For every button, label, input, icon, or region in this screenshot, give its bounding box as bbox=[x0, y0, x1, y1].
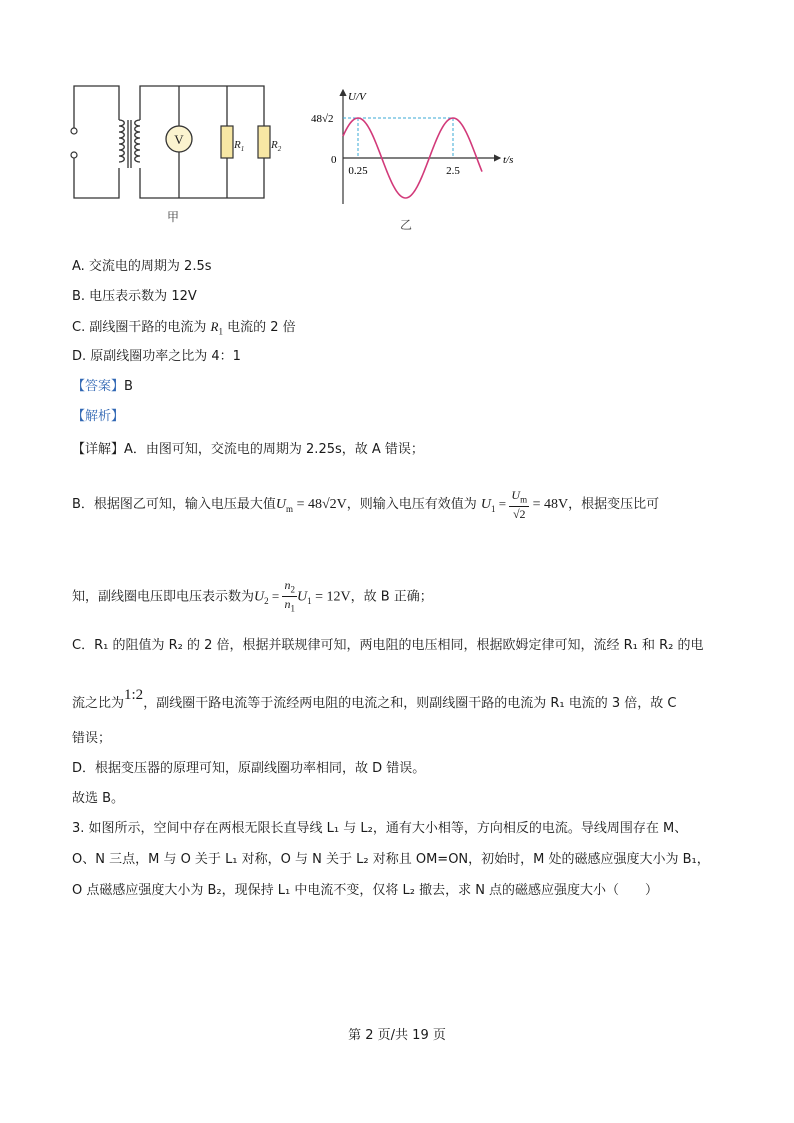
voltmeter bbox=[166, 126, 192, 152]
page-footer: 第 2 页/共 19 页 bbox=[348, 1028, 446, 1043]
u2-symbol: U bbox=[254, 589, 265, 605]
figure-yi-caption: 乙 bbox=[400, 218, 413, 232]
x-tick-label: 0.25 bbox=[348, 165, 368, 177]
n2-sub: 2 bbox=[290, 584, 295, 595]
resistor-r1 bbox=[221, 126, 233, 158]
question3-line2: O、N 三点，M 与 O 关于 L₁ 对称，O 与 N 关于 L₂ 对称且 OM=ON，初始时，M 处的磁感应强度大小为 B₁， bbox=[72, 852, 710, 867]
answer-value: B bbox=[124, 379, 133, 394]
detail-c2-post: ，副线圈干路电流等于流经两电阻的电流之和，则副线圈干路的电流为 R₁ 电流的 3 倍，故 C bbox=[143, 696, 677, 711]
detail-b2-post: ，故 B 正确； bbox=[350, 589, 433, 605]
primary-wire-top bbox=[74, 86, 119, 131]
y-axis-label: U/V bbox=[348, 91, 366, 103]
terminal-top bbox=[71, 128, 77, 134]
r2-sub: 2 bbox=[277, 145, 282, 153]
resistor-r2 bbox=[258, 126, 270, 158]
option-c-sub: 1 bbox=[218, 326, 223, 337]
option-b: B. 电压表示数为 12V bbox=[72, 289, 197, 304]
r2-label: R bbox=[271, 139, 278, 151]
circuit-diagram bbox=[64, 78, 284, 228]
current-ratio: 1:2 bbox=[124, 687, 144, 703]
u1-frac-den: √2 bbox=[512, 507, 526, 522]
y-peak-label: 48√2 bbox=[311, 113, 334, 125]
detail-b1-pre: B．根据图乙可知，输入电压最大值 bbox=[72, 497, 276, 513]
detail-c-line2 bbox=[72, 686, 676, 713]
u1-eq: = bbox=[495, 496, 510, 512]
x-tick-label: 2.5 bbox=[446, 165, 460, 177]
detail-a bbox=[72, 441, 424, 459]
r1-sub: 1 bbox=[240, 145, 245, 153]
answer-label: 【答案】 bbox=[72, 379, 125, 394]
u2-eq: = bbox=[268, 588, 283, 604]
detail-a-text: A．由图可知，交流电的周期为 2.25s，故 A 错误； bbox=[124, 442, 424, 457]
question3-line1: 3. 如图所示，空间中存在两根无限长直导线 L₁ 与 L₂，通有大小相等，方向相反的电流。导线周围存在 M、 bbox=[72, 821, 688, 836]
u1-sub: 1 bbox=[491, 503, 496, 514]
u2-sub: 2 bbox=[264, 595, 269, 606]
voltmeter-label: V bbox=[174, 132, 184, 147]
um-symbol: U bbox=[275, 497, 287, 513]
detail-b-line2 bbox=[72, 578, 433, 616]
question3-line3: O 点磁感应强度大小为 B₂，现保持 L₁ 中电流不变，仅将 L₂ 撤去，求 N 点的磁感应强度大小（ ） bbox=[72, 883, 659, 898]
u2-result: = 12V bbox=[311, 589, 351, 605]
u1-frac-num-sub: m bbox=[520, 494, 528, 505]
detail-c2-pre: 流之比为 bbox=[72, 696, 125, 711]
u1-symbol-b2: U bbox=[296, 589, 308, 605]
r1-label: R bbox=[234, 139, 241, 151]
secondary-coil bbox=[135, 120, 140, 162]
option-c-pre: C. 副线圈干路的电流为 bbox=[72, 320, 211, 335]
option-d: D. 原副线圈功率之比为 4：1 bbox=[72, 349, 241, 364]
n2-symbol: n bbox=[284, 578, 291, 592]
option-c-var: R bbox=[210, 319, 219, 334]
primary-coil bbox=[119, 120, 124, 162]
detail-b-line1 bbox=[72, 488, 659, 521]
primary-wire-bottom bbox=[74, 155, 119, 198]
u1-sub-b2: 1 bbox=[307, 595, 312, 606]
x-axis-label: t/s bbox=[503, 154, 514, 166]
detail-c-line1: C．R₁ 的阻值为 R₂ 的 2 倍，根据并联规律可知，两电阻的电压相同，根据欧姆定律可知，流经 R₁ 和 R₂ 的电 bbox=[72, 638, 704, 653]
u1-frac-num: U bbox=[511, 488, 521, 502]
figure-jia-caption: 甲 bbox=[167, 210, 180, 224]
um-value: = 48√2V bbox=[293, 497, 347, 513]
turns-ratio-fraction bbox=[282, 578, 297, 616]
option-c bbox=[72, 318, 296, 341]
terminal-bottom bbox=[71, 152, 77, 158]
u1-symbol: U bbox=[480, 497, 492, 513]
detail-c-line3: 错误； bbox=[72, 731, 112, 746]
detail-b1-mid: ，则输入电压有效值为 bbox=[346, 497, 477, 513]
detail-b2-pre: 知，副线圈电压即电压表示数为 bbox=[72, 589, 255, 605]
um-sub: m bbox=[286, 503, 294, 514]
detail-b1-post: ，根据变压比可 bbox=[568, 497, 660, 513]
voltage-waveform-chart bbox=[300, 86, 530, 236]
option-c-post: 电流的 2 倍 bbox=[222, 320, 296, 335]
n1-symbol: n bbox=[284, 597, 291, 612]
svg-text:R1 bbox=[233, 139, 244, 153]
u1-fraction bbox=[509, 488, 529, 521]
option-a: A. 交流电的周期为 2.5s bbox=[72, 259, 212, 274]
conclusion: 故选 B。 bbox=[72, 791, 125, 806]
detail-label: 【详解】 bbox=[72, 442, 125, 457]
analysis-label: 【解析】 bbox=[72, 409, 125, 424]
detail-d: D．根据变压器的原理可知，原副线圈功率相同，故 D 错误。 bbox=[72, 761, 426, 776]
answer-line bbox=[72, 378, 133, 396]
n1-sub: 1 bbox=[290, 603, 295, 614]
svg-text:R2 bbox=[270, 139, 282, 153]
origin-label: 0 bbox=[331, 154, 337, 166]
u1-result: = 48V bbox=[529, 497, 569, 513]
